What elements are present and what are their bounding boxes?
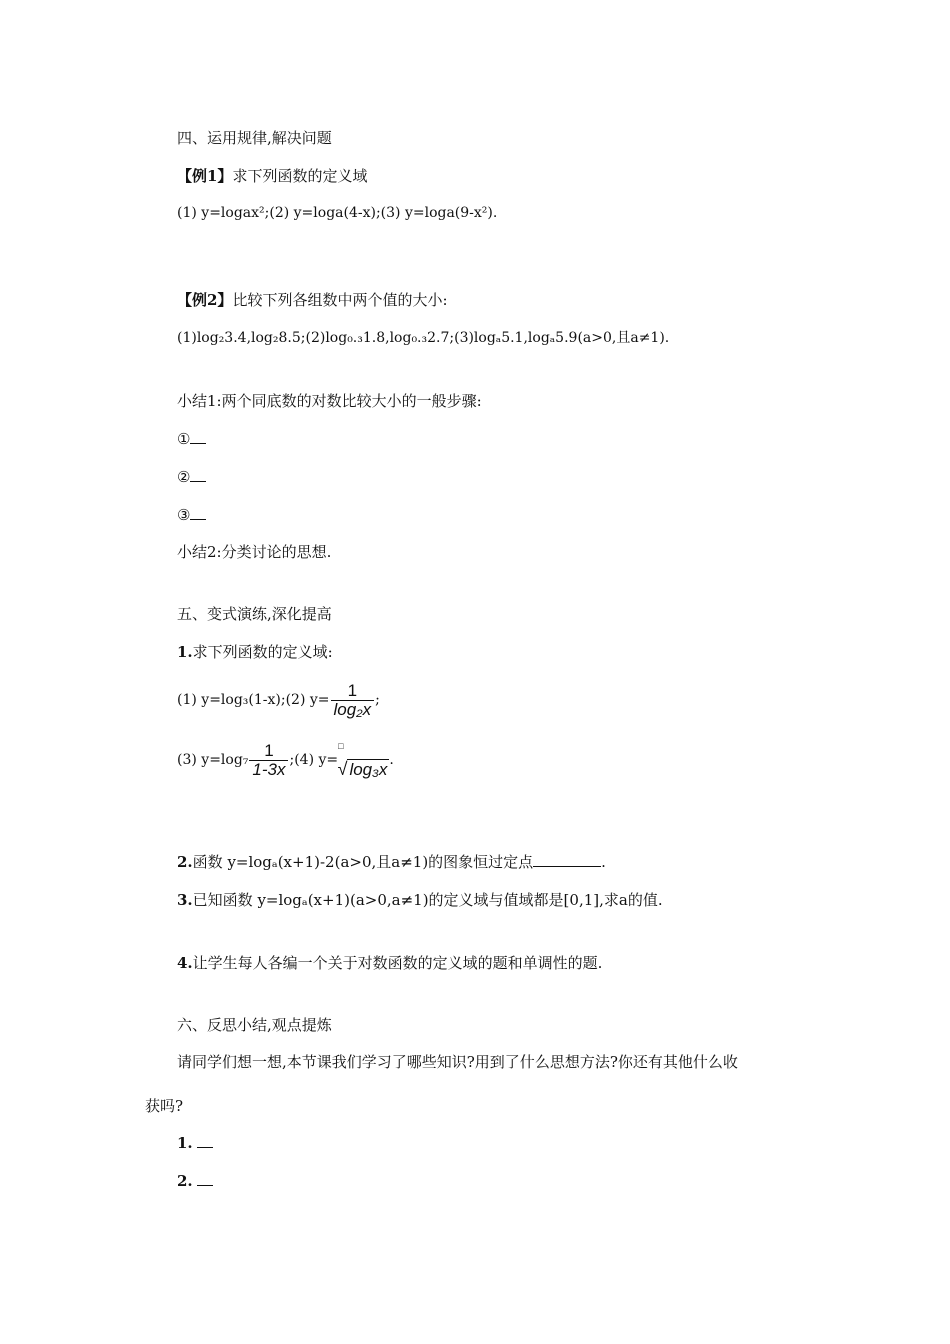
example2-label: 【例2】 bbox=[177, 291, 233, 309]
summary2: 小结2:分类讨论的思想. bbox=[177, 543, 332, 561]
question-3 bbox=[177, 890, 663, 910]
question-4-text: 让学生每人各编一个关于对数函数的定义域的题和单调性的题. bbox=[192, 954, 603, 972]
question-1-part-b: (3) y=log₇ $\frac{1}{1-3x}$ ;(4) y= □ √ log₃x . bbox=[177, 740, 394, 779]
question-3-number: 3. bbox=[177, 891, 193, 909]
example1-items: (1) y=logax²;(2) y=loga(4-x);(3) y=loga(9-x²). bbox=[177, 205, 498, 221]
step-2: ② bbox=[177, 467, 206, 487]
reflection-item-1: 1. bbox=[177, 1133, 213, 1153]
question-2-number: 2. bbox=[177, 853, 193, 871]
summary1: 小结1:两个同底数的对数比较大小的一般步骤: bbox=[177, 392, 482, 410]
example2 bbox=[177, 290, 448, 310]
question-4 bbox=[177, 953, 602, 973]
section5-title: 五、变式演练,深化提高 bbox=[177, 605, 332, 623]
example1-label: 【例1】 bbox=[177, 167, 233, 185]
question-2: 2.函数 y=logₐ(x+1)-2(a>0,且a≠1)的图象恒过定点 . bbox=[177, 853, 606, 871]
question-1-part-a: (1) y=log₃(1-x);(2) y= $\frac{1}{\text{log₂x}}$ ; bbox=[177, 680, 380, 719]
question-1 bbox=[177, 642, 333, 662]
example2-items: (1)log₂3.4,log₂8.5;(2)log₀.₃1.8,log₀.₃2.7;(3)logₐ5.1,logₐ5.9(a>0,且a≠1). bbox=[177, 330, 670, 346]
question-4-number: 4. bbox=[177, 954, 193, 972]
example1-text: 求下列函数的定义域 bbox=[232, 167, 368, 185]
question-1-number: 1. bbox=[177, 643, 193, 661]
reflection-item-2: 2. bbox=[177, 1171, 213, 1191]
question-2-text: 函数 y=logₐ(x+1)-2(a>0,且a≠1)的图象恒过定点 bbox=[192, 853, 534, 871]
reflection-paragraph-line2: 获吗? bbox=[145, 1097, 184, 1115]
section4-title: 四、运用规律,解决问题 bbox=[177, 129, 332, 147]
fraction-1-over-1-3x: $\frac{1}{1-3x}$ bbox=[249, 742, 288, 779]
fraction-1-over-log2x: $\frac{1}{\text{log₂x}}$ bbox=[331, 682, 375, 719]
radical-log3x: □ √ log₃x bbox=[337, 741, 388, 779]
step-1: ① bbox=[177, 429, 206, 449]
example1 bbox=[177, 166, 367, 186]
step-3: ③ bbox=[177, 505, 206, 525]
question-1-text: 求下列函数的定义域: bbox=[192, 643, 333, 661]
answer-blank bbox=[533, 852, 601, 867]
section6-title: 六、反思小结,观点提炼 bbox=[177, 1016, 332, 1034]
question-3-text: 已知函数 y=logₐ(x+1)(a>0,a≠1)的定义域与值域都是[0,1],求a的值. bbox=[192, 891, 663, 909]
reflection-paragraph-line1: 请同学们想一想,本节课我们学习了哪些知识?用到了什么思想方法?你还有其他什么收 bbox=[177, 1053, 738, 1071]
example2-text: 比较下列各组数中两个值的大小: bbox=[232, 291, 448, 309]
